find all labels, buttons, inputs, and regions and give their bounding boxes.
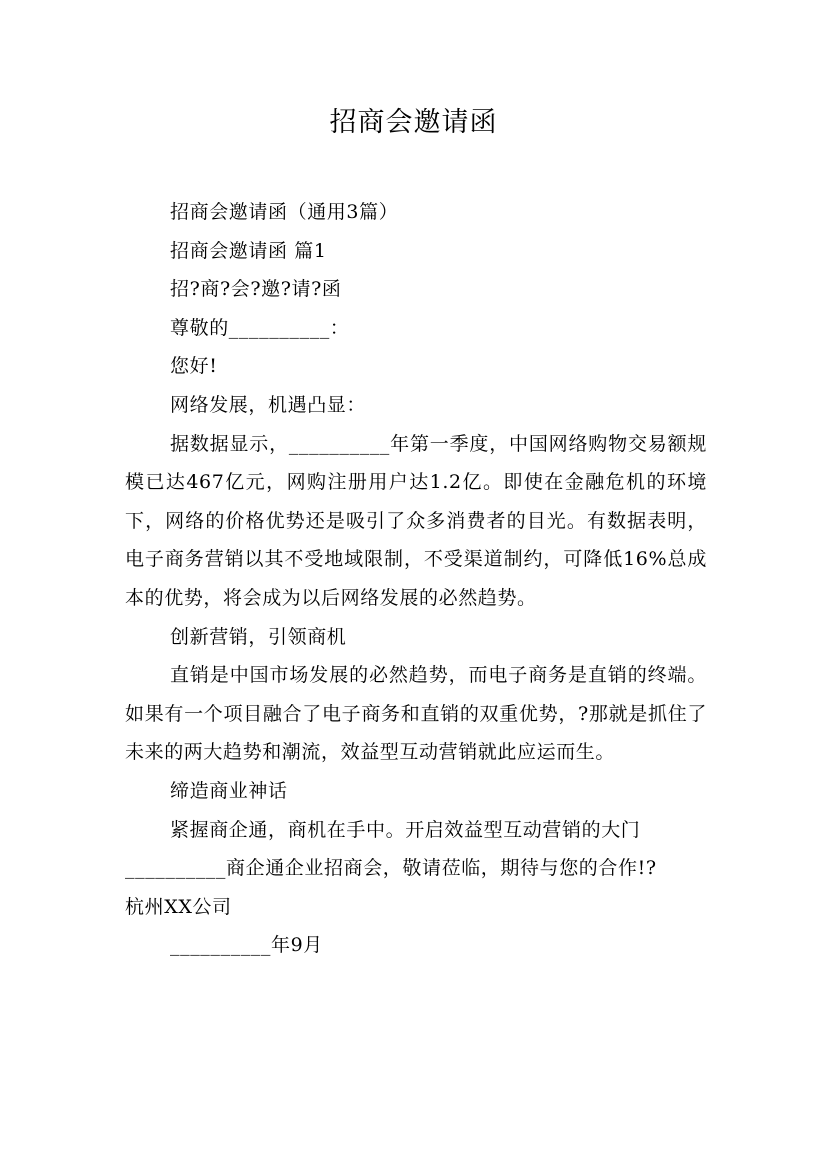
part-heading: 招商会邀请函 篇1 (170, 239, 327, 262)
section2-body: 直销是中国市场发展的必然趋势，而电子商务是直销的终端。如果有一个项目融合了电子商务和直销的双重优势，?那就是抓住了未来的两大趋势和潮流，效益型互动营销就此应运而生。 (125, 664, 707, 764)
section2-heading: 创新营销，引领商机 (170, 625, 347, 648)
date-line: __________年9月 (170, 934, 323, 957)
greeting: 您好! (170, 355, 218, 378)
section3-line2: __________商企通企业招商会，敬请莅临，期待与您的合作!? (125, 857, 657, 880)
section1-body: 据数据显示，__________年第一季度，中国网络购物交易额规模已达467亿元，网购注册用户达1.2亿。即使在金融危机的环境下，网络的价格优势还是吸引了众多消费者的目光。有数据表明，电子商务营销以其不受地域限制，不受渠道制约，可降低16%总成本的优势，将会成为以后网络发展的必然趋势。 (125, 432, 707, 609)
spaced-title: 招?商?会?邀?请?函 (170, 278, 342, 301)
document-body (125, 193, 707, 965)
subtitle: 招商会邀请函（通用3篇） (170, 201, 399, 223)
salutation: 尊敬的__________： (170, 316, 350, 339)
section1-heading: 网络发展，机遇凸显： (170, 393, 367, 416)
section3-heading: 缔造商业神话 (170, 779, 288, 802)
company-name: 杭州XX公司 (125, 895, 232, 918)
section3-line1: 紧握商企通，商机在手中。开启效益型互动营销的大门 (170, 818, 641, 841)
document-title: 招商会邀请函 (329, 107, 498, 138)
